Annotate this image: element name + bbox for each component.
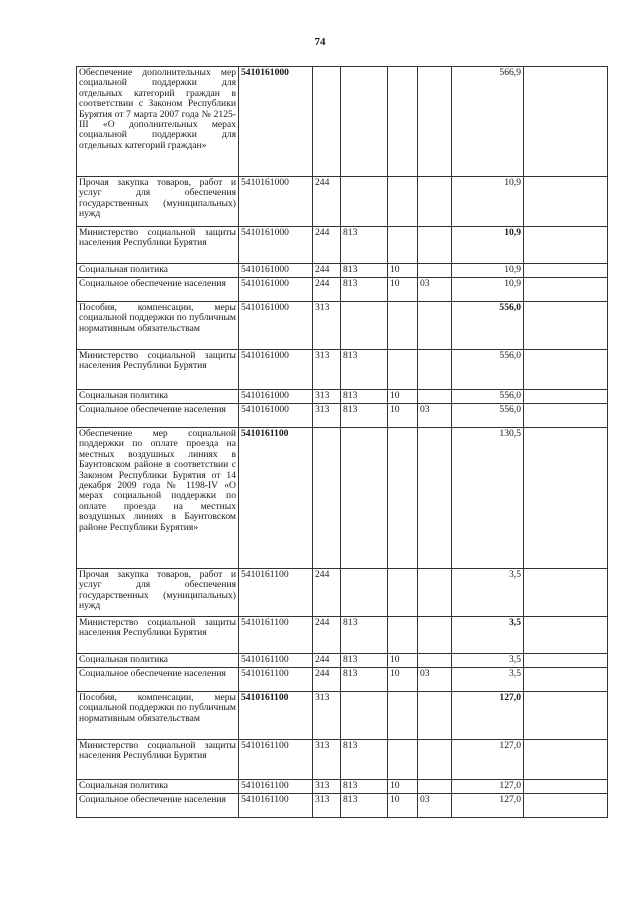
- cell-gr: [341, 428, 388, 569]
- cell-vr: 244: [313, 569, 341, 617]
- cell-empty: [524, 617, 608, 654]
- cell-csr: 5410161000: [239, 404, 313, 428]
- cell-name: Пособия, компенсации, меры социальной поддержки по публичным нормативным обязательствам: [77, 692, 239, 740]
- cell-name: Обеспечение дополнительных мер социальной поддержки для отдельных категорий граждан в соответствии с Законом Республики Бурятия от 7 марта 2007 года № 2125-III «О дополнительных мерах социальной поддержки для отдельных категорий граждан»: [77, 67, 239, 177]
- cell-pr: [418, 617, 452, 654]
- cell-pr: [418, 428, 452, 569]
- cell-rz: [388, 227, 418, 264]
- cell-pr: 03: [418, 794, 452, 818]
- cell-vr: 313: [313, 692, 341, 740]
- cell-pr: [418, 654, 452, 668]
- cell-name: Обеспечение мер социальной поддержки по оплате проезда на местных воздушных линиях в Баунтовском районе в соответствии с Законом Республики Бурятия от 14 декабря 2009 года № 1198-IV «О мерах социальной поддержки по оплате проезда на местных воздушных линиях в Баунтовском районе Республики Бурятия»: [77, 428, 239, 569]
- cell-gr: 813: [341, 794, 388, 818]
- cell-empty: [524, 668, 608, 692]
- cell-csr: 5410161000: [239, 67, 313, 177]
- cell-rz: [388, 428, 418, 569]
- cell-rz: [388, 302, 418, 350]
- cell-gr: 813: [341, 668, 388, 692]
- cell-empty: [524, 740, 608, 780]
- cell-empty: [524, 654, 608, 668]
- cell-csr: 5410161000: [239, 390, 313, 404]
- cell-amount: 10,9: [452, 264, 524, 278]
- cell-pr: [418, 227, 452, 264]
- table-row: [77, 740, 608, 780]
- budget-table: [76, 66, 608, 818]
- cell-name: Министерство социальной защиты населения Республики Бурятия: [77, 740, 239, 780]
- cell-amount: 127,0: [452, 780, 524, 794]
- cell-vr: 313: [313, 350, 341, 390]
- cell-empty: [524, 227, 608, 264]
- cell-amount: 130,5: [452, 428, 524, 569]
- table-row: [77, 794, 608, 818]
- cell-rz: 10: [388, 404, 418, 428]
- cell-csr: 5410161000: [239, 177, 313, 227]
- cell-csr: 5410161100: [239, 654, 313, 668]
- cell-empty: [524, 692, 608, 740]
- cell-name: Министерство социальной защиты населения Республики Бурятия: [77, 227, 239, 264]
- cell-rz: [388, 740, 418, 780]
- cell-name: Социальная политика: [77, 390, 239, 404]
- cell-vr: 313: [313, 780, 341, 794]
- cell-pr: [418, 350, 452, 390]
- cell-vr: 244: [313, 264, 341, 278]
- cell-pr: [418, 390, 452, 404]
- table-row: [77, 350, 608, 390]
- cell-pr: 03: [418, 278, 452, 302]
- cell-csr: 5410161000: [239, 264, 313, 278]
- cell-rz: [388, 177, 418, 227]
- cell-vr: [313, 428, 341, 569]
- cell-pr: [418, 302, 452, 350]
- cell-vr: 244: [313, 177, 341, 227]
- cell-gr: 813: [341, 780, 388, 794]
- cell-name: Социальное обеспечение населения: [77, 668, 239, 692]
- cell-pr: [418, 740, 452, 780]
- cell-rz: [388, 350, 418, 390]
- table-row: [77, 569, 608, 617]
- cell-csr: 5410161100: [239, 692, 313, 740]
- table-row: [77, 227, 608, 264]
- cell-name: Социальное обеспечение населения: [77, 794, 239, 818]
- cell-gr: 813: [341, 264, 388, 278]
- cell-name: Министерство социальной защиты населения Республики Бурятия: [77, 617, 239, 654]
- cell-vr: [313, 67, 341, 177]
- cell-pr: [418, 264, 452, 278]
- cell-empty: [524, 404, 608, 428]
- cell-gr: 813: [341, 350, 388, 390]
- cell-vr: 313: [313, 404, 341, 428]
- cell-pr: [418, 67, 452, 177]
- cell-csr: 5410161000: [239, 278, 313, 302]
- cell-amount: 566,9: [452, 67, 524, 177]
- cell-gr: 813: [341, 740, 388, 780]
- cell-pr: [418, 569, 452, 617]
- cell-amount: 556,0: [452, 390, 524, 404]
- cell-gr: 813: [341, 278, 388, 302]
- cell-name: Прочая закупка товаров, работ и услуг для обеспечения государственных (муниципальных) нужд: [77, 569, 239, 617]
- cell-csr: 5410161100: [239, 617, 313, 654]
- cell-name: Социальная политика: [77, 654, 239, 668]
- cell-empty: [524, 780, 608, 794]
- cell-gr: 813: [341, 404, 388, 428]
- cell-csr: 5410161100: [239, 794, 313, 818]
- cell-rz: 10: [388, 668, 418, 692]
- table-row: [77, 617, 608, 654]
- cell-rz: 10: [388, 278, 418, 302]
- cell-csr: 5410161000: [239, 227, 313, 264]
- table-row: [77, 428, 608, 569]
- cell-gr: [341, 177, 388, 227]
- cell-gr: 813: [341, 654, 388, 668]
- cell-pr: [418, 177, 452, 227]
- cell-csr: 5410161100: [239, 668, 313, 692]
- cell-gr: 813: [341, 390, 388, 404]
- cell-pr: 03: [418, 668, 452, 692]
- cell-rz: 10: [388, 654, 418, 668]
- cell-csr: 5410161000: [239, 302, 313, 350]
- cell-vr: 313: [313, 302, 341, 350]
- cell-gr: [341, 67, 388, 177]
- cell-vr: 313: [313, 740, 341, 780]
- cell-csr: 5410161100: [239, 569, 313, 617]
- cell-csr: 5410161100: [239, 740, 313, 780]
- table-row: [77, 278, 608, 302]
- cell-csr: 5410161100: [239, 780, 313, 794]
- page-number: 74: [314, 36, 326, 48]
- cell-csr: 5410161000: [239, 350, 313, 390]
- cell-rz: [388, 617, 418, 654]
- cell-name: Социальное обеспечение населения: [77, 278, 239, 302]
- cell-vr: 244: [313, 668, 341, 692]
- cell-empty: [524, 264, 608, 278]
- table-row: [77, 264, 608, 278]
- cell-gr: [341, 569, 388, 617]
- cell-empty: [524, 794, 608, 818]
- cell-csr: 5410161100: [239, 428, 313, 569]
- cell-gr: [341, 302, 388, 350]
- cell-name: Прочая закупка товаров, работ и услуг для обеспечения государственных (муниципальных) нужд: [77, 177, 239, 227]
- cell-empty: [524, 67, 608, 177]
- table-row: [77, 302, 608, 350]
- table-row: [77, 177, 608, 227]
- cell-amount: 10,9: [452, 177, 524, 227]
- table-row: [77, 780, 608, 794]
- cell-gr: 813: [341, 617, 388, 654]
- cell-amount: 556,0: [452, 350, 524, 390]
- cell-name: Министерство социальной защиты населения Республики Бурятия: [77, 350, 239, 390]
- cell-amount: 556,0: [452, 302, 524, 350]
- cell-rz: 10: [388, 390, 418, 404]
- cell-rz: [388, 67, 418, 177]
- cell-amount: 3,5: [452, 569, 524, 617]
- cell-name: Социальная политика: [77, 264, 239, 278]
- cell-vr: 244: [313, 654, 341, 668]
- cell-name: Социальная политика: [77, 780, 239, 794]
- cell-amount: 127,0: [452, 692, 524, 740]
- cell-rz: 10: [388, 780, 418, 794]
- cell-amount: 127,0: [452, 794, 524, 818]
- cell-vr: 244: [313, 617, 341, 654]
- table-row: [77, 404, 608, 428]
- cell-empty: [524, 177, 608, 227]
- cell-empty: [524, 350, 608, 390]
- cell-pr: 03: [418, 404, 452, 428]
- cell-pr: [418, 780, 452, 794]
- cell-amount: 10,9: [452, 227, 524, 264]
- cell-empty: [524, 278, 608, 302]
- cell-amount: 127,0: [452, 740, 524, 780]
- cell-empty: [524, 569, 608, 617]
- cell-vr: 313: [313, 794, 341, 818]
- table-row: [77, 668, 608, 692]
- cell-rz: [388, 569, 418, 617]
- cell-empty: [524, 390, 608, 404]
- table-row: [77, 67, 608, 177]
- cell-empty: [524, 428, 608, 569]
- cell-name: Пособия, компенсации, меры социальной поддержки по публичным нормативным обязательствам: [77, 302, 239, 350]
- cell-vr: 244: [313, 278, 341, 302]
- table-row: [77, 390, 608, 404]
- cell-amount: 10,9: [452, 278, 524, 302]
- cell-vr: 244: [313, 227, 341, 264]
- cell-pr: [418, 692, 452, 740]
- cell-name: Социальное обеспечение населения: [77, 404, 239, 428]
- cell-amount: 3,5: [452, 668, 524, 692]
- cell-gr: [341, 692, 388, 740]
- cell-rz: 10: [388, 264, 418, 278]
- table-row: [77, 654, 608, 668]
- cell-empty: [524, 302, 608, 350]
- cell-rz: 10: [388, 794, 418, 818]
- cell-amount: 3,5: [452, 617, 524, 654]
- cell-vr: 313: [313, 390, 341, 404]
- table-row: [77, 692, 608, 740]
- cell-amount: 3,5: [452, 654, 524, 668]
- cell-rz: [388, 692, 418, 740]
- cell-amount: 556,0: [452, 404, 524, 428]
- cell-gr: 813: [341, 227, 388, 264]
